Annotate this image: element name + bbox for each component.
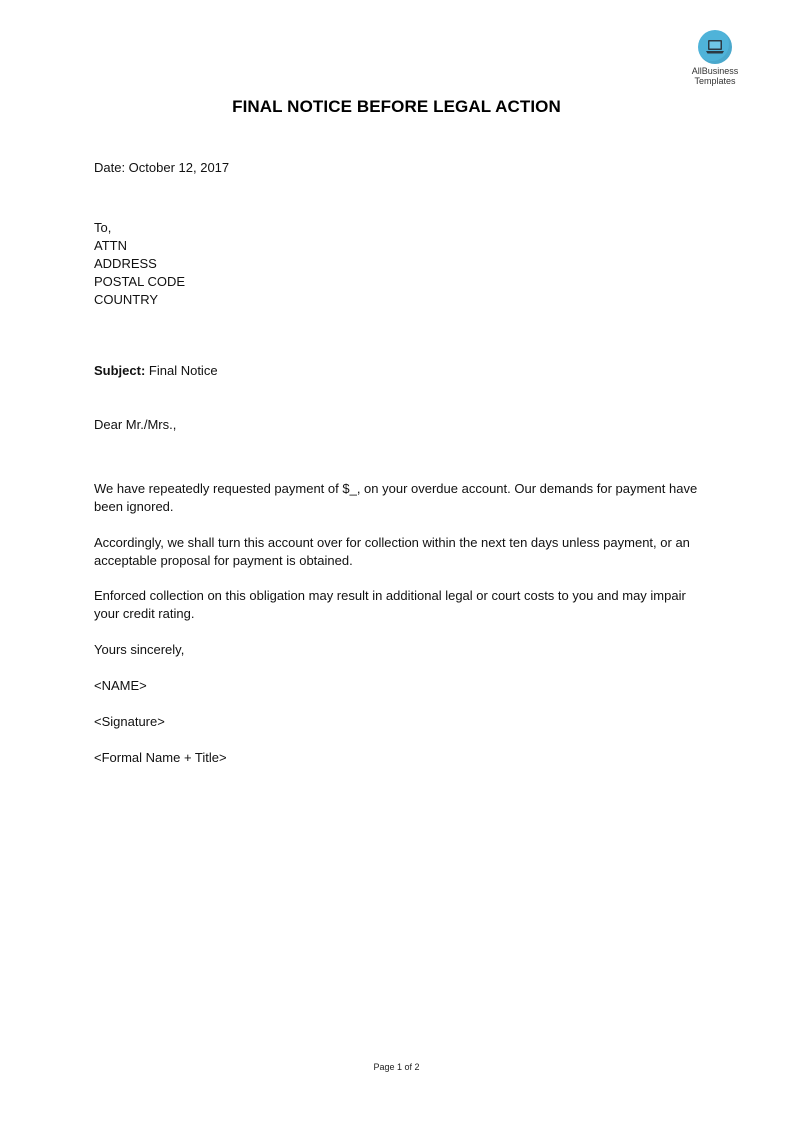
logo-text-line1: AllBusiness (691, 66, 739, 76)
page-number: Page 1 of 2 (373, 1062, 420, 1072)
recipient-postal-code: POSTAL CODE (94, 274, 186, 289)
logo-text-line2: Templates (694, 76, 736, 86)
date-line: Date: October 12, 2017 (94, 160, 230, 175)
laptop-icon (705, 39, 725, 55)
document-title: FINAL NOTICE BEFORE LEGAL ACTION (232, 97, 561, 116)
subject-line (94, 362, 218, 380)
signature-placeholder: <Signature> (94, 714, 165, 729)
brand-logo (680, 30, 750, 86)
recipient-attn: ATTN (94, 238, 127, 253)
subject-value: Final Notice (145, 363, 218, 378)
recipient-to: To, (94, 220, 112, 235)
signer-name: <NAME> (94, 678, 147, 693)
closing: Yours sincerely, (94, 642, 185, 657)
salutation: Dear Mr./Mrs., (94, 417, 177, 432)
logo-text (680, 66, 750, 86)
formal-name-title: <Formal Name + Title> (94, 750, 227, 765)
recipient-address: ADDRESS (94, 256, 157, 271)
body-paragraph-3: Enforced collection on this obligation may result in additional legal or court costs to you and may impair your credit rating. (94, 588, 686, 621)
body-paragraph-2: Accordingly, we shall turn this account over for collection within the next ten days unless payment, or an acceptable proposal for payment is obtained. (94, 535, 690, 568)
logo-circle (698, 30, 732, 64)
subject-label: Subject: (94, 363, 146, 378)
body-paragraph-1: We have repeatedly requested payment of $_, on your overdue account. Our demands for payment have been ignored. (94, 481, 698, 514)
recipient-country: COUNTRY (94, 292, 159, 307)
